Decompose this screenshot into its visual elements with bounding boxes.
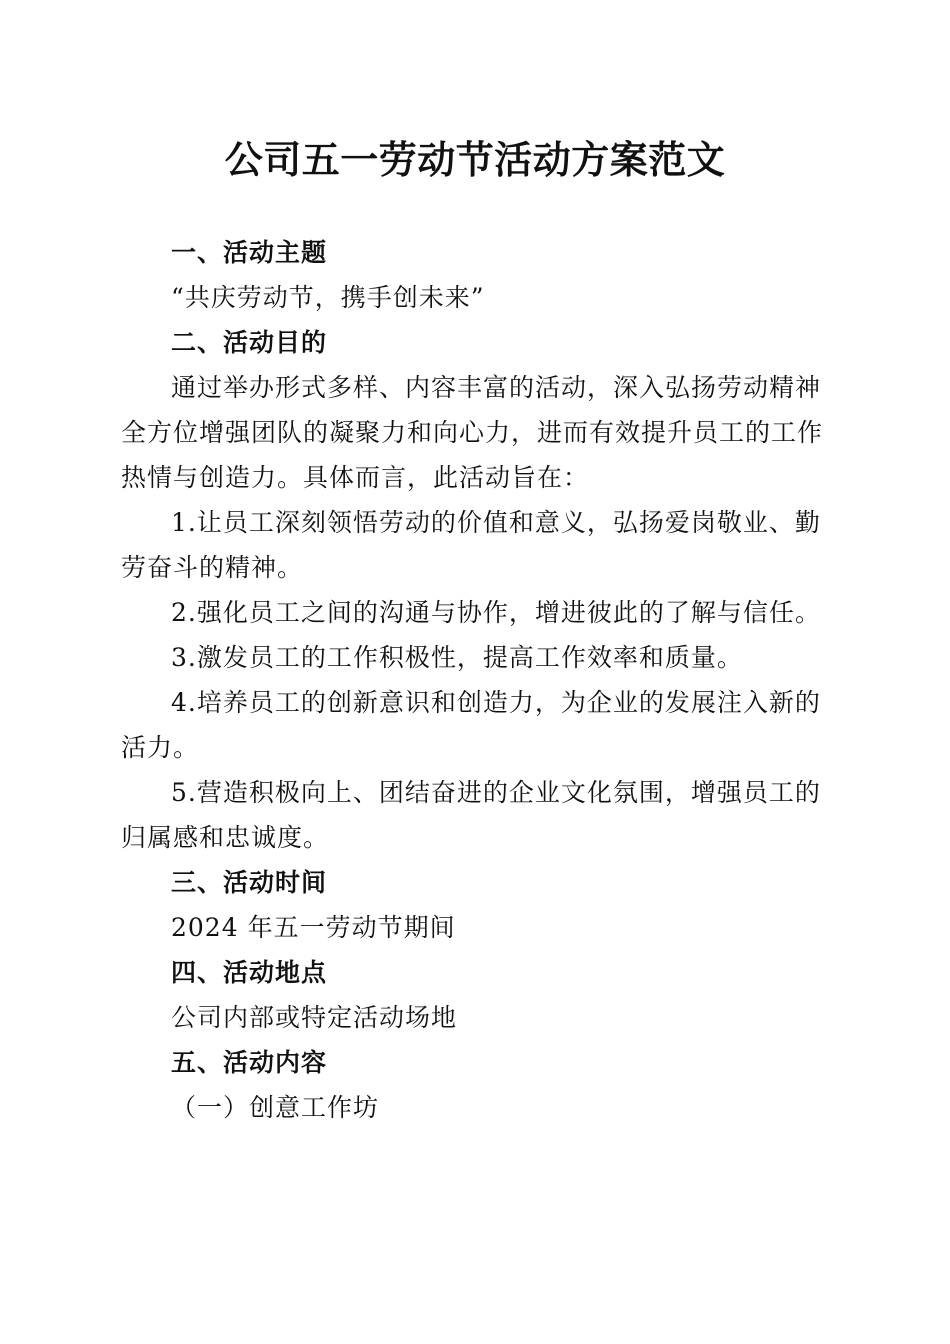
section-heading-theme: 一、活动主题 (171, 238, 328, 267)
purpose-intro: 通过举办形式多样、内容丰富的活动，深入弘扬劳动精神全方位增强团队的凝聚力和向心力，进而有效提升员工的工作热情与创造力。具体而言，此活动旨在： (121, 373, 824, 492)
section-heading-location: 四、活动地点 (171, 958, 328, 987)
content-subheading: （一）创意工作坊 (171, 1093, 380, 1122)
document-body (121, 230, 831, 1130)
section-heading-purpose: 二、活动目的 (171, 328, 328, 357)
location-text: 公司内部或特定活动场地 (171, 1003, 458, 1032)
section-heading-content: 五、活动内容 (171, 1048, 328, 1077)
purpose-item: 2.强化员工之间的沟通与协作，增进彼此的了解与信任。 (171, 598, 821, 627)
time-text: 2024 年五一劳动节期间 (171, 913, 456, 942)
document-title: 公司五一劳动节活动方案范文 (224, 137, 726, 182)
purpose-item: 3.激发员工的工作积极性，提高工作效率和质量。 (171, 643, 743, 672)
section-heading-time: 三、活动时间 (171, 868, 328, 897)
purpose-item: 5.营造积极向上、团结奋进的企业文化氛围，增强员工的归属感和忠诚度。 (121, 778, 821, 852)
theme-text: “共庆劳动节，携手创未来” (171, 283, 485, 312)
purpose-item: 1.让员工深刻领悟劳动的价值和意义，弘扬爱岗敬业、勤劳奋斗的精神。 (121, 508, 821, 582)
purpose-item: 4.培养员工的创新意识和创造力，为企业的发展注入新的活力。 (121, 688, 821, 762)
